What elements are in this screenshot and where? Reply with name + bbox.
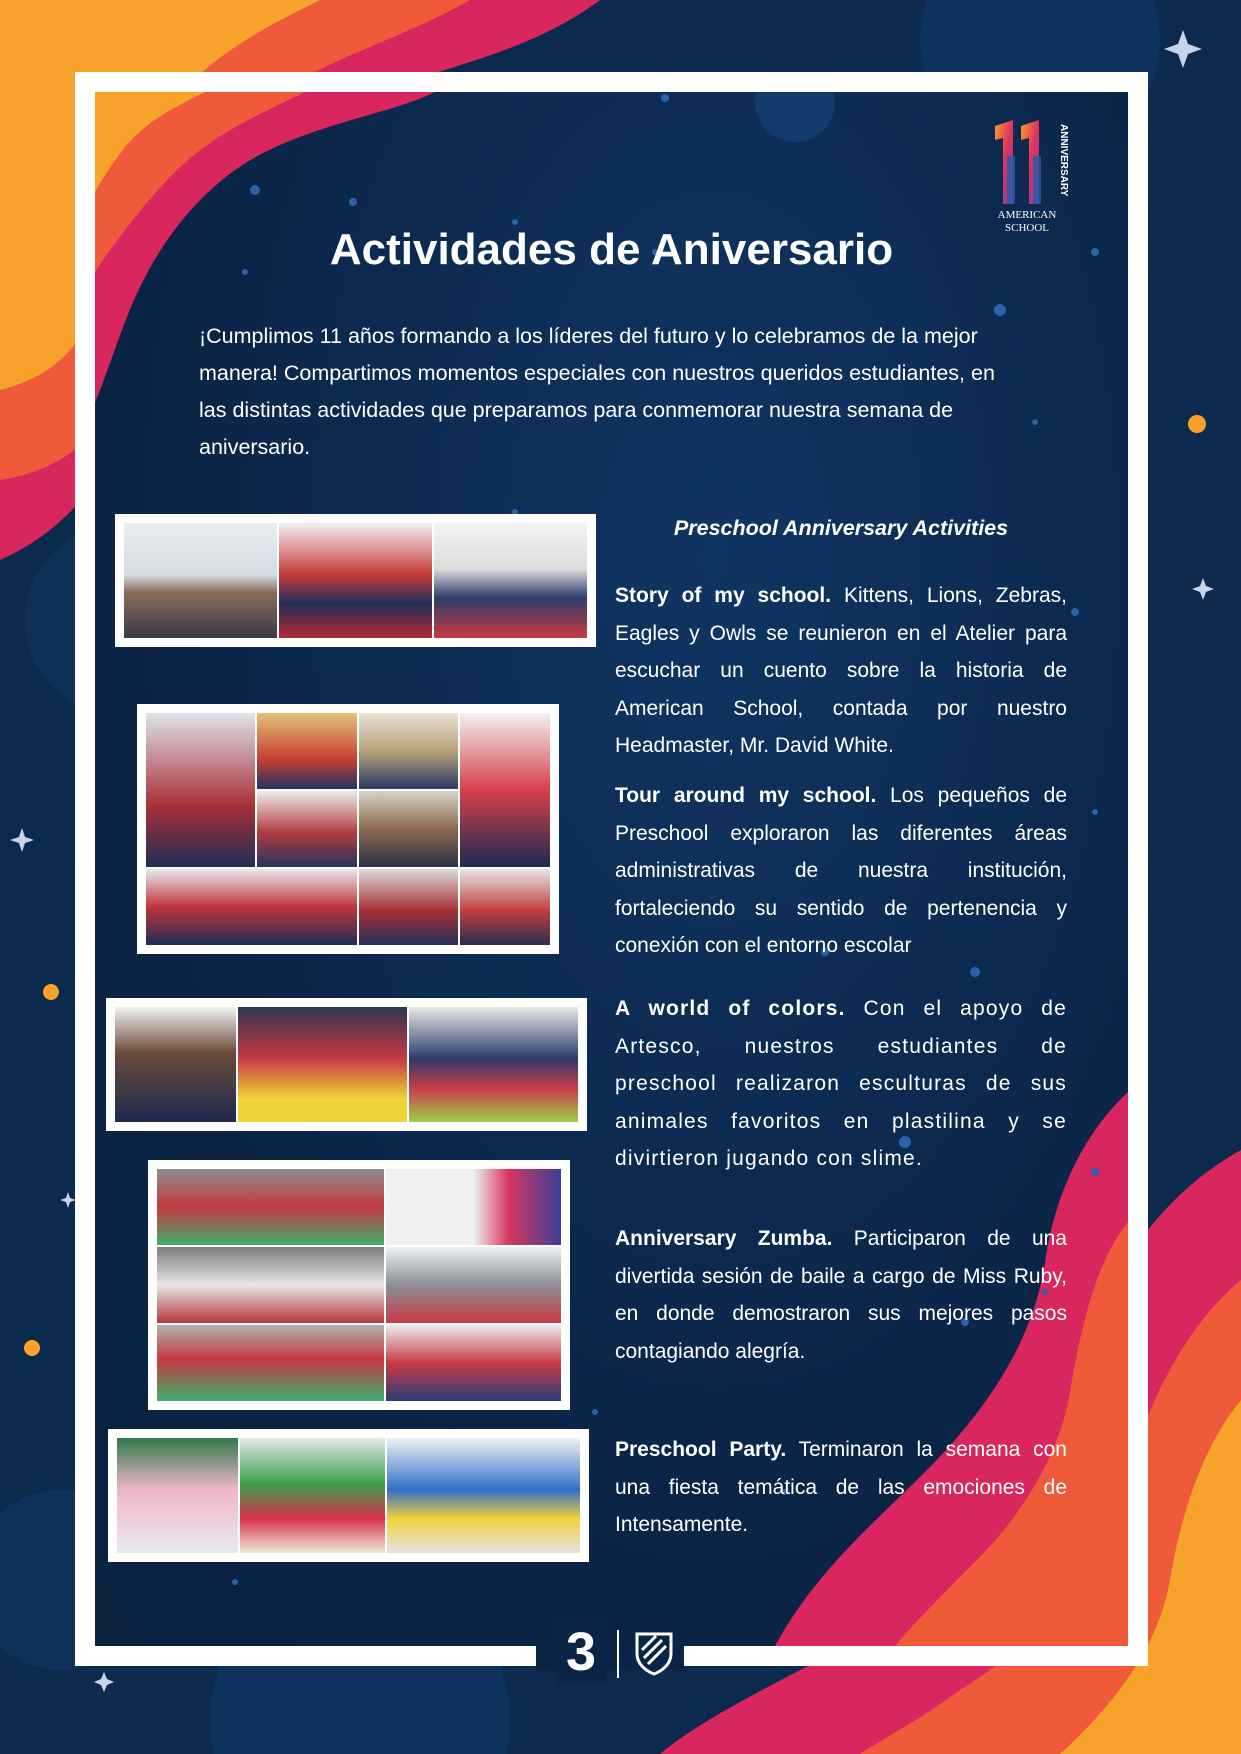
photo-colors-collage (106, 998, 587, 1131)
activity-zumba (615, 1220, 1067, 1370)
photo-zumba-collage (148, 1160, 570, 1410)
activity-heading: A world of colors. (615, 997, 846, 1020)
activity-party (615, 1431, 1067, 1544)
anniversary-logo (985, 116, 1085, 236)
activity-story (615, 577, 1067, 765)
logo-line2: SCHOOL (1004, 222, 1050, 234)
logo-line1: AMERICAN (997, 209, 1057, 221)
photo-party-collage (108, 1429, 589, 1562)
activity-heading: Anniversary Zumba. (615, 1227, 833, 1250)
activity-text: Con el apoyo de Artesco, nuestros estudiantes de preschool realizaron esculturas de sus animales favoritos en plastilina y se divirtieron jugando con slime. (615, 997, 1067, 1170)
activity-tour (615, 777, 1067, 965)
footer-divider (617, 1630, 619, 1678)
activity-heading: Tour around my school. (615, 784, 877, 807)
logo-side-text: ANNIVERSARY (1058, 124, 1069, 197)
intro-paragraph: ¡Cumplimos 11 años formando a los líderes del futuro y lo celebramos de la mejor manera! Compartimos momentos especiales con nuestros queridos estudiantes, en las distintas actividades que preparamos para conmemorar nuestra semana de aniversario. (199, 324, 995, 459)
photo-tour-collage (137, 704, 559, 954)
activity-colors (615, 990, 1067, 1178)
activity-text: Terminaron la semana con una fiesta temática de las emociones de Intensamente. (615, 1438, 1067, 1536)
photo-story-collage (115, 514, 596, 647)
activity-text: Kittens, Lions, Zebras, Eagles y Owls se reunieron en el Atelier para escuchar un cuento sobre la historia de American School, contada por nuestro Headmaster, Mr. David White. (615, 584, 1067, 757)
section-title: Preschool Anniversary Activities (673, 516, 1009, 540)
activity-heading: Story of my school. (615, 584, 832, 607)
shield-icon (634, 1628, 674, 1676)
page-title: Actividades de Aniversario (329, 225, 894, 274)
page-number: 3 (556, 1620, 606, 1684)
activity-text: Participaron de una divertida sesión de baile a cargo de Miss Ruby, en donde demostraron sus mejores pasos contagiando alegría. (615, 1227, 1067, 1363)
activity-text: Los pequeños de Preschool exploraron las diferentes áreas administrativas de nuestra institución, fortaleciendo su sentido de pertenencia y conexión con el entorno escolar (615, 784, 1067, 957)
activity-heading: Preschool Party. (615, 1438, 787, 1461)
